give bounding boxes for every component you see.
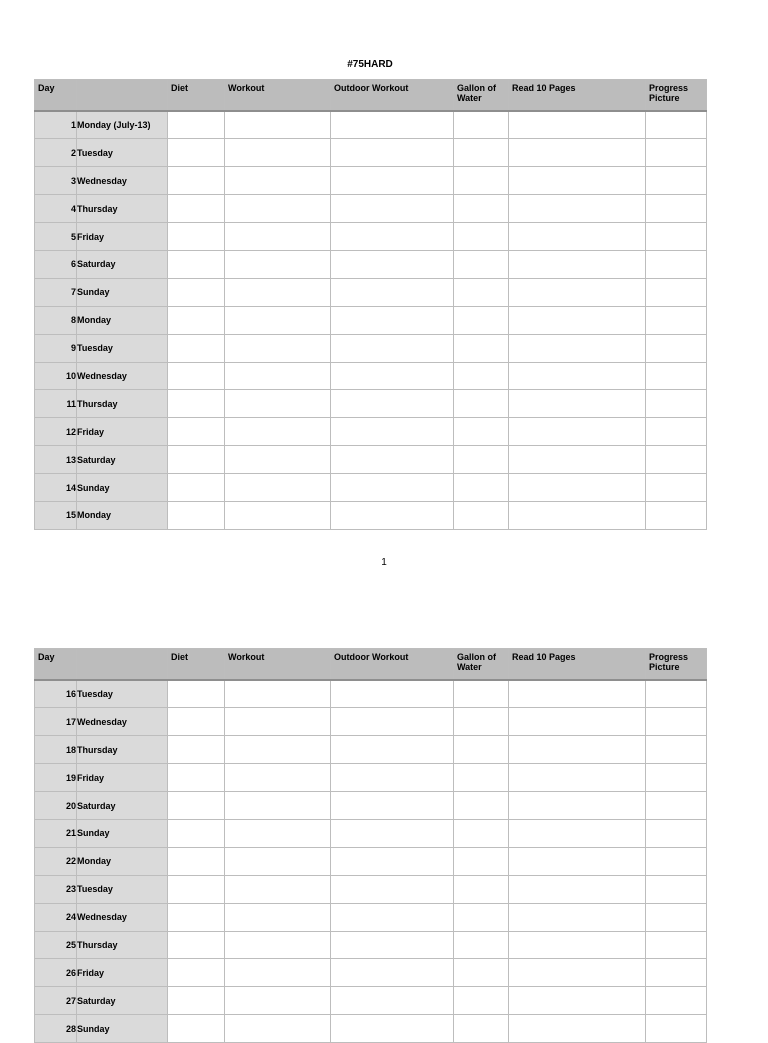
workout-cell[interactable] [225,764,331,792]
outdoor-workout-cell[interactable] [331,875,454,903]
diet-cell[interactable] [168,139,225,167]
workout-cell[interactable] [225,987,331,1015]
workout-cell[interactable] [225,708,331,736]
header-outdoor-workout: Outdoor Workout [331,649,454,681]
day-weekday: Wednesday [77,167,168,195]
outdoor-workout-cell[interactable] [331,362,454,390]
day-weekday: Friday [77,764,168,792]
day-number: 17 [35,708,77,736]
day-weekday: Wednesday [77,708,168,736]
gallon-of-water-cell[interactable] [454,987,509,1015]
tracker-table-page-2 [34,648,707,1043]
gallon-of-water-cell[interactable] [454,959,509,987]
workout-cell[interactable] [225,819,331,847]
day-weekday: Wednesday [77,903,168,931]
read-10-pages-cell[interactable] [509,903,646,931]
workout-cell[interactable] [225,306,331,334]
workout-cell[interactable] [225,446,331,474]
day-weekday: Tuesday [77,680,168,708]
workout-cell[interactable] [225,278,331,306]
table-row [35,474,707,502]
day-number: 21 [35,819,77,847]
read-10-pages-cell[interactable] [509,847,646,875]
workout-cell[interactable] [225,334,331,362]
diet-cell[interactable] [168,819,225,847]
outdoor-workout-cell[interactable] [331,501,454,529]
progress-picture-cell[interactable] [646,792,707,820]
diet-cell[interactable] [168,680,225,708]
header-row [35,80,707,112]
day-weekday: Sunday [77,1015,168,1043]
day-number: 12 [35,418,77,446]
day-number: 5 [35,223,77,251]
day-number: 23 [35,875,77,903]
progress-picture-cell[interactable] [646,1015,707,1043]
table-row [35,792,707,820]
header-progress-picture: Progress Picture [646,80,707,112]
outdoor-workout-cell[interactable] [331,959,454,987]
day-number: 9 [35,334,77,362]
progress-picture-cell[interactable] [646,708,707,736]
day-weekday: Thursday [77,195,168,223]
day-weekday: Saturday [77,792,168,820]
diet-cell[interactable] [168,362,225,390]
diet-cell[interactable] [168,736,225,764]
diet-cell[interactable] [168,390,225,418]
diet-cell[interactable] [168,792,225,820]
read-10-pages-cell[interactable] [509,250,646,278]
read-10-pages-cell[interactable] [509,446,646,474]
outdoor-workout-cell[interactable] [331,223,454,251]
progress-picture-cell[interactable] [646,987,707,1015]
outdoor-workout-cell[interactable] [331,764,454,792]
table-row [35,736,707,764]
table-row [35,223,707,251]
workout-cell[interactable] [225,959,331,987]
outdoor-workout-cell[interactable] [331,708,454,736]
progress-picture-cell[interactable] [646,418,707,446]
day-number: 1 [35,111,77,139]
read-10-pages-cell[interactable] [509,334,646,362]
outdoor-workout-cell[interactable] [331,111,454,139]
day-weekday: Sunday [77,819,168,847]
outdoor-workout-cell[interactable] [331,903,454,931]
outdoor-workout-cell[interactable] [331,390,454,418]
workout-cell[interactable] [225,931,331,959]
diet-cell[interactable] [168,931,225,959]
diet-cell[interactable] [168,223,225,251]
gallon-of-water-cell[interactable] [454,792,509,820]
workout-cell[interactable] [225,362,331,390]
gallon-of-water-cell[interactable] [454,139,509,167]
day-weekday: Sunday [77,278,168,306]
table-row [35,819,707,847]
read-10-pages-cell[interactable] [509,223,646,251]
header-read-10-pages: Read 10 Pages [509,80,646,112]
header-progress-picture: Progress Picture [646,649,707,681]
workout-cell[interactable] [225,792,331,820]
day-weekday: Sunday [77,474,168,502]
diet-cell[interactable] [168,250,225,278]
day-number: 3 [35,167,77,195]
gallon-of-water-cell[interactable] [454,306,509,334]
day-number: 27 [35,987,77,1015]
header-diet: Diet [168,649,225,681]
read-10-pages-cell[interactable] [509,362,646,390]
diet-cell[interactable] [168,418,225,446]
header-gallon-of-water: Gallon of Water [454,649,509,681]
day-number: 6 [35,250,77,278]
read-10-pages-cell[interactable] [509,959,646,987]
diet-cell[interactable] [168,875,225,903]
gallon-of-water-cell[interactable] [454,362,509,390]
progress-picture-cell[interactable] [646,501,707,529]
day-weekday: Tuesday [77,875,168,903]
workout-cell[interactable] [225,390,331,418]
gallon-of-water-cell[interactable] [454,903,509,931]
read-10-pages-cell[interactable] [509,875,646,903]
diet-cell[interactable] [168,278,225,306]
table-row [35,334,707,362]
outdoor-workout-cell[interactable] [331,736,454,764]
gallon-of-water-cell[interactable] [454,390,509,418]
read-10-pages-cell[interactable] [509,1015,646,1043]
diet-cell[interactable] [168,1015,225,1043]
table-row [35,875,707,903]
table-row [35,390,707,418]
workout-cell[interactable] [225,418,331,446]
day-number: 2 [35,139,77,167]
day-number: 10 [35,362,77,390]
gallon-of-water-cell[interactable] [454,875,509,903]
day-number: 26 [35,959,77,987]
gallon-of-water-cell[interactable] [454,278,509,306]
outdoor-workout-cell[interactable] [331,474,454,502]
diet-cell[interactable] [168,195,225,223]
diet-cell[interactable] [168,847,225,875]
day-number: 7 [35,278,77,306]
header-weekday [77,649,168,681]
day-number: 16 [35,680,77,708]
read-10-pages-cell[interactable] [509,987,646,1015]
table-row [35,278,707,306]
table-row [35,680,707,708]
read-10-pages-cell[interactable] [509,139,646,167]
progress-picture-cell[interactable] [646,764,707,792]
day-number: 4 [35,195,77,223]
workout-cell[interactable] [225,680,331,708]
gallon-of-water-cell[interactable] [454,334,509,362]
diet-cell[interactable] [168,306,225,334]
progress-picture-cell[interactable] [646,362,707,390]
outdoor-workout-cell[interactable] [331,250,454,278]
diet-cell[interactable] [168,446,225,474]
diet-cell[interactable] [168,959,225,987]
day-weekday: Tuesday [77,334,168,362]
workout-cell[interactable] [225,736,331,764]
outdoor-workout-cell[interactable] [331,306,454,334]
read-10-pages-cell[interactable] [509,819,646,847]
header-workout: Workout [225,80,331,112]
workout-cell[interactable] [225,847,331,875]
header-outdoor-workout: Outdoor Workout [331,80,454,112]
day-weekday: Monday (July-13) [77,111,168,139]
workout-cell[interactable] [225,223,331,251]
outdoor-workout-cell[interactable] [331,195,454,223]
header-workout: Workout [225,649,331,681]
day-weekday: Friday [77,418,168,446]
day-weekday: Thursday [77,390,168,418]
read-10-pages-cell[interactable] [509,501,646,529]
outdoor-workout-cell[interactable] [331,446,454,474]
day-number: 8 [35,306,77,334]
workout-cell[interactable] [225,1015,331,1043]
workout-cell[interactable] [225,139,331,167]
header-row [35,649,707,681]
day-weekday: Friday [77,223,168,251]
progress-picture-cell[interactable] [646,278,707,306]
workout-cell[interactable] [225,167,331,195]
header-weekday [77,80,168,112]
outdoor-workout-cell[interactable] [331,334,454,362]
table-row [35,931,707,959]
table-row [35,903,707,931]
gallon-of-water-cell[interactable] [454,167,509,195]
diet-cell[interactable] [168,987,225,1015]
gallon-of-water-cell[interactable] [454,501,509,529]
gallon-of-water-cell[interactable] [454,847,509,875]
header-gallon-of-water: Gallon of Water [454,80,509,112]
day-weekday: Saturday [77,987,168,1015]
header-day: Day [35,80,77,112]
header-diet: Diet [168,80,225,112]
progress-picture-cell[interactable] [646,931,707,959]
read-10-pages-cell[interactable] [509,931,646,959]
table-row [35,708,707,736]
outdoor-workout-cell[interactable] [331,167,454,195]
gallon-of-water-cell[interactable] [454,111,509,139]
progress-picture-cell[interactable] [646,903,707,931]
diet-cell[interactable] [168,474,225,502]
read-10-pages-cell[interactable] [509,764,646,792]
read-10-pages-cell[interactable] [509,680,646,708]
progress-picture-cell[interactable] [646,819,707,847]
table-row [35,987,707,1015]
day-weekday: Saturday [77,446,168,474]
table-row [35,306,707,334]
progress-picture-cell[interactable] [646,736,707,764]
day-number: 25 [35,931,77,959]
outdoor-workout-cell[interactable] [331,847,454,875]
gallon-of-water-cell[interactable] [454,736,509,764]
day-number: 15 [35,501,77,529]
workout-cell[interactable] [225,501,331,529]
diet-cell[interactable] [168,501,225,529]
read-10-pages-cell[interactable] [509,736,646,764]
outdoor-workout-cell[interactable] [331,278,454,306]
read-10-pages-cell[interactable] [509,418,646,446]
diet-cell[interactable] [168,111,225,139]
progress-picture-cell[interactable] [646,223,707,251]
progress-picture-cell[interactable] [646,195,707,223]
read-10-pages-cell[interactable] [509,390,646,418]
day-weekday: Monday [77,847,168,875]
progress-picture-cell[interactable] [646,390,707,418]
progress-picture-cell[interactable] [646,167,707,195]
gallon-of-water-cell[interactable] [454,195,509,223]
table-row [35,764,707,792]
workout-cell[interactable] [225,903,331,931]
table-row [35,111,707,139]
read-10-pages-cell[interactable] [509,306,646,334]
gallon-of-water-cell[interactable] [454,474,509,502]
table-body-page-1 [35,111,707,529]
workout-cell[interactable] [225,111,331,139]
read-10-pages-cell[interactable] [509,278,646,306]
progress-picture-cell[interactable] [646,250,707,278]
day-number: 18 [35,736,77,764]
day-number: 24 [35,903,77,931]
page-number: 1 [381,557,387,568]
table-row [35,195,707,223]
progress-picture-cell[interactable] [646,446,707,474]
table-row [35,1015,707,1043]
progress-picture-cell[interactable] [646,680,707,708]
table-row [35,501,707,529]
progress-picture-cell[interactable] [646,875,707,903]
read-10-pages-cell[interactable] [509,195,646,223]
gallon-of-water-cell[interactable] [454,680,509,708]
progress-picture-cell[interactable] [646,334,707,362]
gallon-of-water-cell[interactable] [454,223,509,251]
gallon-of-water-cell[interactable] [454,708,509,736]
read-10-pages-cell[interactable] [509,792,646,820]
outdoor-workout-cell[interactable] [331,1015,454,1043]
outdoor-workout-cell[interactable] [331,139,454,167]
gallon-of-water-cell[interactable] [454,446,509,474]
diet-cell[interactable] [168,334,225,362]
gallon-of-water-cell[interactable] [454,418,509,446]
day-number: 14 [35,474,77,502]
day-number: 28 [35,1015,77,1043]
gallon-of-water-cell[interactable] [454,1015,509,1043]
outdoor-workout-cell[interactable] [331,418,454,446]
day-weekday: Saturday [77,250,168,278]
gallon-of-water-cell[interactable] [454,250,509,278]
outdoor-workout-cell[interactable] [331,819,454,847]
gallon-of-water-cell[interactable] [454,819,509,847]
progress-picture-cell[interactable] [646,847,707,875]
day-number: 19 [35,764,77,792]
progress-picture-cell[interactable] [646,959,707,987]
table-row [35,167,707,195]
day-number: 13 [35,446,77,474]
header-day: Day [35,649,77,681]
gallon-of-water-cell[interactable] [454,764,509,792]
outdoor-workout-cell[interactable] [331,931,454,959]
progress-picture-cell[interactable] [646,139,707,167]
day-weekday: Thursday [77,931,168,959]
day-number: 20 [35,792,77,820]
table-row [35,139,707,167]
workout-cell[interactable] [225,250,331,278]
day-weekday: Thursday [77,736,168,764]
day-weekday: Wednesday [77,362,168,390]
header-read-10-pages: Read 10 Pages [509,649,646,681]
diet-cell[interactable] [168,903,225,931]
day-weekday: Monday [77,501,168,529]
outdoor-workout-cell[interactable] [331,680,454,708]
diet-cell[interactable] [168,167,225,195]
table-body-page-2 [35,680,707,1043]
tracker-table-page-1 [34,79,707,530]
read-10-pages-cell[interactable] [509,111,646,139]
diet-cell[interactable] [168,764,225,792]
read-10-pages-cell[interactable] [509,474,646,502]
diet-cell[interactable] [168,708,225,736]
outdoor-workout-cell[interactable] [331,987,454,1015]
read-10-pages-cell[interactable] [509,167,646,195]
day-number: 11 [35,390,77,418]
gallon-of-water-cell[interactable] [454,931,509,959]
workout-cell[interactable] [225,875,331,903]
progress-picture-cell[interactable] [646,306,707,334]
progress-picture-cell[interactable] [646,474,707,502]
outdoor-workout-cell[interactable] [331,792,454,820]
table-row [35,446,707,474]
workout-cell[interactable] [225,474,331,502]
table-row [35,250,707,278]
table-row [35,362,707,390]
day-weekday: Tuesday [77,139,168,167]
read-10-pages-cell[interactable] [509,708,646,736]
document-title: #75HARD [347,59,393,70]
day-weekday: Friday [77,959,168,987]
day-number: 22 [35,847,77,875]
table-row [35,847,707,875]
table-row [35,959,707,987]
workout-cell[interactable] [225,195,331,223]
progress-picture-cell[interactable] [646,111,707,139]
day-weekday: Monday [77,306,168,334]
table-row [35,418,707,446]
